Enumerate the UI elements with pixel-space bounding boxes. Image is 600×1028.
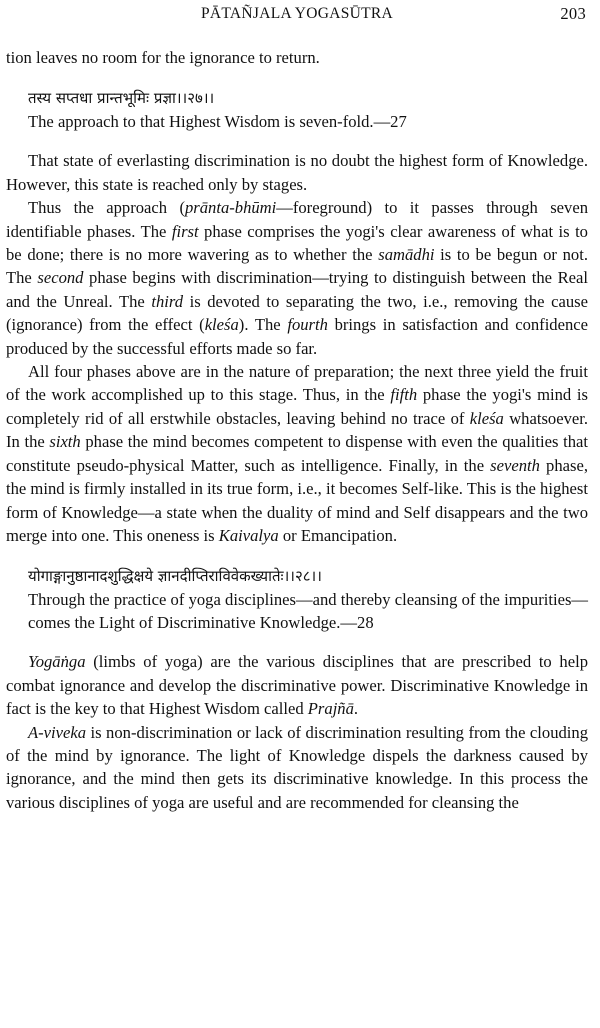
paragraph-1: That state of everlasting discrimination is no doubt the highest form of Knowledge. However, this state is reached only by stages. bbox=[6, 151, 588, 194]
italic-term: Prajñā bbox=[307, 699, 354, 719]
text-run: brings in satisfaction and confidence produced by the successful efforts made so far. bbox=[6, 315, 588, 358]
paragraph-2 bbox=[6, 196, 588, 360]
paragraph-3 bbox=[6, 360, 588, 547]
italic-term: second bbox=[37, 268, 84, 288]
text-run: or Emancipation. bbox=[278, 525, 398, 545]
page-number: 203 bbox=[560, 4, 586, 23]
italic-term: third bbox=[151, 291, 184, 311]
sutra-27-translation: The approach to that Highest Wisdom is seven-fold.—27 bbox=[28, 112, 407, 132]
italic-term: Yogāṅga bbox=[28, 652, 86, 672]
text-run: phase comprises the yogi's clear awareness of what is to be done; there is no more wavering as to whether the bbox=[6, 221, 588, 265]
italic-term: kleśa bbox=[469, 408, 504, 428]
text-run: (limbs of yoga) are the various disciplines that are prescribed to help combat ignorance and develop the discriminative power. Discriminative Knowledge in fact is the key to that Highest Wisdom called bbox=[6, 652, 588, 719]
text-run: is devoted to separating the two, i.e., removing the cause (ignorance) from the effect ( bbox=[6, 291, 588, 335]
italic-term: first bbox=[171, 221, 199, 241]
sutra-27-sanskrit: तस्य सप्तधा प्रान्तभूमिः प्रज्ञा।।२७।। bbox=[28, 89, 215, 108]
italic-term: A-viveka bbox=[28, 722, 87, 742]
text-run: —foreground) to it passes through seven identifiable phases. The bbox=[6, 198, 588, 241]
sutra-28-sanskrit: योगाङ्गानुष्ठानादशुद्धिक्षये ज्ञानदीप्तिराविवेकख्यातेः।।२८।। bbox=[28, 567, 322, 586]
paragraph-4 bbox=[6, 650, 588, 720]
sutra-28-translation: Through the practice of yoga disciplines—and thereby cleansing of the impurities—comes the Light of Discriminative Knowledge.—28 bbox=[28, 590, 588, 633]
text-run: phase the yogi's mind is completely rid of all erstwhile obstacles, leaving behind no trace of bbox=[6, 385, 588, 428]
page-header bbox=[6, 2, 588, 26]
text-run: All four phases above are in the nature of preparation; the next three yield the fruit of the work accomplished up to this stage. Thus, in the bbox=[6, 362, 588, 405]
running-title: PĀTAÑJALA YOGASŪTRA bbox=[200, 5, 394, 22]
italic-term: fifth bbox=[390, 385, 418, 405]
italic-term: seventh bbox=[490, 455, 540, 475]
text-run: phase the mind becomes competent to dispense with even the qualities that constitute pseudo-physical Matter, such as intelligence. Finally, in the bbox=[6, 432, 588, 475]
italic-term: Kaivalya bbox=[218, 525, 279, 545]
italic-term: samādhi bbox=[378, 245, 435, 265]
continued-paragraph: tion leaves no room for the ignorance to return. bbox=[6, 48, 320, 67]
text-run: . bbox=[353, 699, 359, 719]
text-run: whatsoever. In the bbox=[6, 408, 588, 452]
text-run: Thus the approach ( bbox=[28, 198, 185, 218]
text-run: phase, the mind is firmly installed in its true form, i.e., it becomes Self-like. This is the highest form of Knowledge—a state when the duality of mind and Self disappears and the two merge into one. This oneness is bbox=[6, 455, 588, 545]
italic-term: sixth bbox=[49, 432, 81, 452]
italic-term: fourth bbox=[287, 315, 328, 335]
text-run: phase begins with discrimination—trying to distinguish between the Real and the Unreal. The bbox=[6, 268, 588, 311]
italic-term: kleśa bbox=[204, 315, 239, 335]
text-run: is non-discrimination or lack of discrimination resulting from the clouding of the mind by ignorance. The light of Knowledge dispels the darkness caused by ignorance, and the mind then gets its discriminative knowledge. In this process the various disciplines of yoga are useful and are recommended for cleansing the bbox=[6, 722, 588, 812]
paragraph-5 bbox=[6, 721, 588, 815]
text-run: is to be begun or not. The bbox=[6, 245, 588, 288]
text-run: ). The bbox=[238, 315, 288, 335]
italic-term: prānta-bhūmi bbox=[184, 198, 277, 218]
